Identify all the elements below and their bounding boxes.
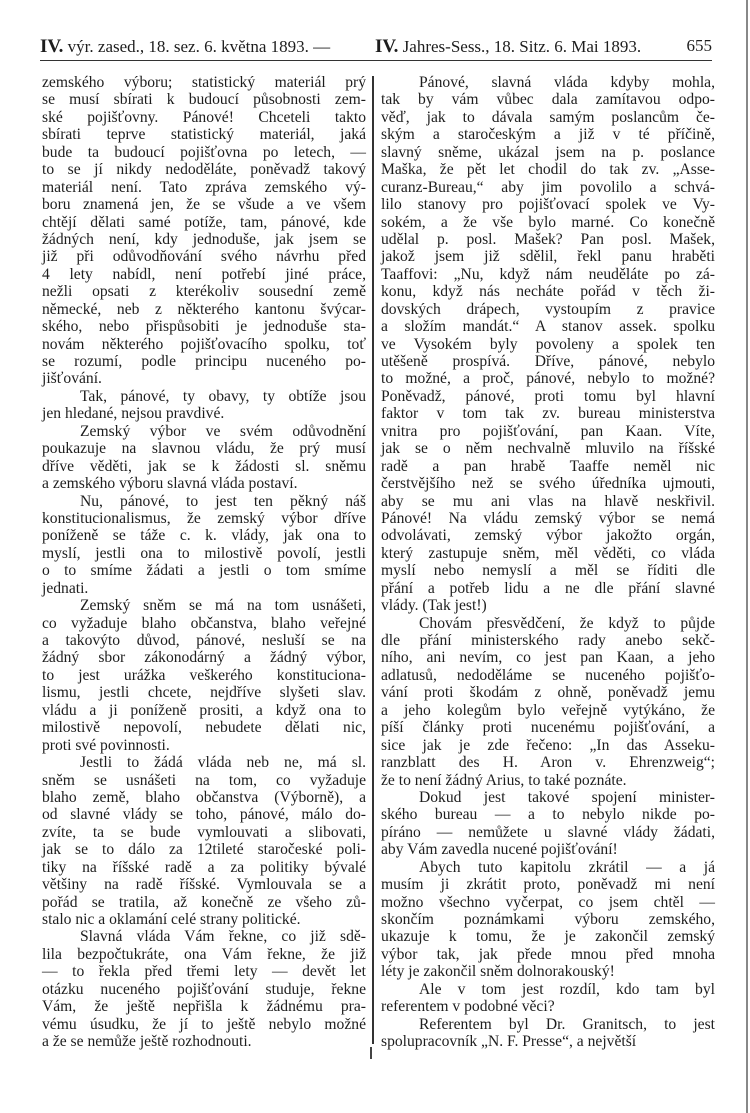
- text-line: a složím mandát.“ A stanov assek. spolku: [381, 318, 715, 336]
- text-line: Pánové, slavná vláda kdyby mohla,: [419, 74, 715, 91]
- text-line: konu, když nás necháte pořád v těch ži-: [381, 283, 715, 301]
- text-line: poníženě se táže c. k. vlády, jak ona to: [42, 527, 366, 545]
- paragraph: [381, 789, 715, 859]
- text-line: jak se to dálo za 12tileté staročeské poli-: [42, 841, 366, 859]
- text-line: lilo stanovy pro pojišťovací spolek ve Vy-: [381, 196, 715, 214]
- paragraph: [381, 1016, 715, 1051]
- text-line: ského bureau — a to nebylo nikde po-: [381, 806, 715, 824]
- text-line: jednati.: [42, 579, 89, 597]
- text-line: výbor tak, jak přede mnou před mnoha: [381, 945, 715, 963]
- text-line: žádný sbor zákonodárný a žádný výbor,: [42, 649, 366, 667]
- text-line: myslí nebo nemyslí a měl se říditi dle: [381, 562, 715, 580]
- text-line: Tak, pánové, ty obavy, ty obtíže jsou: [80, 387, 366, 405]
- text-line: sokém, a že vše bylo marné. Co konečně: [381, 213, 715, 231]
- text-line: a takovýto důvod, pánové, nesluší se na: [42, 632, 366, 649]
- page-number: 655: [686, 36, 712, 55]
- text-line: zvíte, ta se bude vymlouvati a slibovati,: [42, 823, 366, 841]
- running-header: [40, 34, 712, 61]
- text-line: ského, nebo přispůsobiti je jednoduše sta-: [42, 318, 366, 336]
- text-line: aby se mu ani vlas na hlavě neskřivil.: [381, 492, 715, 510]
- page-edge: [746, 0, 748, 1113]
- paragraph: [42, 754, 366, 928]
- text-line: pořád se tratila, až konečně ze všeho zů-: [42, 893, 366, 911]
- text-line: dle přání ministerského rady anebo sekč-: [381, 632, 715, 649]
- text-line: Slavná vláda Vám řekne, co již sdě-: [80, 928, 366, 946]
- paragraph: [381, 981, 715, 1016]
- paragraph: [42, 423, 366, 493]
- text-line: sněm se usnášeti na tom, co vyžaduje: [42, 771, 366, 789]
- text-column-right: [381, 74, 715, 1051]
- text-line: stalo nic a oklamání celé strany politické.: [42, 911, 301, 928]
- text-line: Zemský výbor ve svém odůvodnění: [80, 422, 366, 440]
- text-line: Referentem byl Dr. Granitsch, to jest: [419, 1015, 715, 1033]
- text-line: píráno — nemůžete u slavné vlády žádati,: [381, 823, 715, 841]
- text-line: ské pojišťovny. Pánové! Chceteli takto: [42, 108, 366, 126]
- text-line: co vyžaduje blaho občanstva, blaho veřejné: [42, 614, 366, 632]
- text-line: — to řekla před třemi lety — devět let: [42, 963, 366, 981]
- text-line: od slavné vlády se toho, pánové, málo do-: [42, 806, 366, 824]
- text-line: Poněvadž, pánové, proti tomu byl hlavní: [381, 387, 715, 405]
- text-line: který zastupuje sněm, měl věděti, co vláda: [381, 544, 715, 562]
- text-line: slavný sněme, ukázal jsem na p. poslance: [381, 143, 715, 161]
- text-line: ským a staročeským a již v té příčině,: [381, 126, 715, 144]
- text-line: Dokud jest takové spojení minister-: [419, 788, 715, 806]
- header-german: [375, 36, 641, 58]
- text-line: lismu, jestli chcete, nejdříve slyšeti slav.: [42, 684, 366, 702]
- text-line: to možné, a proč, pánové, nebylo to možné?: [381, 370, 715, 388]
- text-line: Pánové! Na vládu zemský výbor se nemá: [381, 509, 715, 527]
- text-line: ukazuje k tomu, že je zakončil zemský: [381, 928, 715, 946]
- text-line: curanz-Bureau,“ aby jim povolilo a schvá-: [381, 178, 715, 196]
- text-line: utěšeně prospívá. Dříve, pánové, nebylo: [381, 353, 715, 370]
- text-line: aby Vám zavedla nucené pojišťování!: [381, 841, 618, 859]
- column-divider-end-mark: [370, 1047, 372, 1059]
- text-line: blaho země, blaho občanstva (Výborně), a: [42, 788, 366, 806]
- text-line: sice jak je zde řečeno: „In das Asseku-: [381, 736, 715, 754]
- paragraph: [42, 493, 366, 598]
- text-line: vlády. (Tak jest!): [381, 597, 487, 615]
- paragraph: [42, 928, 366, 1050]
- paragraph: [381, 74, 715, 615]
- text-line: spolupracovník „N. F. Presse“, a největší: [381, 1033, 637, 1051]
- text-line: jakož jsem již sdělil, řekl panu hraběti: [381, 248, 715, 266]
- text-line: ranzblatt des H. Aron v. Ehrenzweig“;: [381, 754, 715, 772]
- text-line: skončím poznámkami výboru zemského,: [381, 911, 715, 928]
- text-line: to jest urážka veškerého konstituciona-: [42, 666, 366, 684]
- text-line: ve Vysokém byly povoleny a spolek ten: [381, 335, 715, 353]
- text-line: možno všechno vyčerpat, co jsem chtěl —: [381, 893, 715, 911]
- text-line: žádných není, kdy jednoduše, jak jsem se: [42, 230, 366, 248]
- text-line: lila bezpočtukráte, ona Vám řekne, že již: [42, 945, 366, 963]
- text-line: musím ji zkrátit proto, poněvadž mi není: [381, 876, 715, 894]
- text-line: Nu, pánové, to jest ten pěkný náš: [80, 492, 366, 510]
- text-line: tiky na říšské radě a za politiky bývalé: [42, 858, 366, 876]
- text-line: Zemský sněm se má na tom usnášeti,: [80, 597, 366, 615]
- paragraph: [381, 859, 715, 981]
- text-line: materiál není. Tato zpráva zemského vý-: [42, 178, 366, 196]
- text-line: referentem v podobné věci?: [381, 998, 555, 1016]
- text-line: konstitucionalismus, že zemský výbor dříve: [42, 509, 366, 527]
- text-line: bude ta budoucí pojišťovna po letech, —: [42, 143, 366, 161]
- text-line: o to smíme žádati a jestli o tom smíme: [42, 562, 366, 580]
- paragraph: [42, 597, 366, 754]
- text-line: ního, ani nevím, co jest pan Kaan, a jeho: [381, 649, 715, 667]
- text-line: jen hledané, nejsou pravdivé.: [42, 405, 225, 423]
- text-line: udělal p. posl. Mašek? Pan posl. Mašek,: [381, 230, 715, 248]
- text-line: milostivě nepovolí, nebudete dělati nic,: [42, 719, 366, 737]
- text-line: adlatusů, nedoděláme se nuceného pojišťo-: [381, 666, 715, 684]
- text-line: vládu a ji poníženě prositi, a když ona to: [42, 701, 366, 719]
- text-line: faktor v tom tak zv. bureau ministerstva: [381, 405, 715, 423]
- text-line: Jestli to žádá vláda neb ne, má sl.: [80, 754, 366, 772]
- text-line: čerstvějšího než se svého úředníka ujmouti,: [381, 475, 715, 493]
- text-line: nežli opsati z kterékoliv sousední země: [42, 283, 366, 301]
- text-line: proti své povinnosti.: [42, 736, 170, 754]
- paragraph: [42, 388, 366, 423]
- header-czech-text: výr. zased., 18. sez. 6. května 1893. —: [67, 37, 331, 56]
- text-line: zemského výboru; statistický materiál prý: [42, 74, 366, 91]
- text-line: vému úsudku, že jí to ještě nebylo možné: [42, 1015, 366, 1033]
- paragraph: [42, 74, 366, 388]
- text-line: německé, neb z některého kantonu švýcar-: [42, 300, 366, 318]
- text-line: myslí, jestli ona to milostivě povolí, jestli: [42, 544, 366, 562]
- header-german-roman: IV.: [375, 36, 399, 57]
- text-line: že to není žádný Arius, to také poznáte.: [381, 771, 627, 789]
- text-line: vání proti škodám z ohně, poněvadž jemu: [381, 684, 715, 702]
- text-line: to se jí nikdy nedoděláte, poněvadž takový: [42, 161, 366, 179]
- text-line: a zemského výboru slavná vláda postaví.: [42, 475, 298, 493]
- text-line: Abych tuto kapitolu zkrátil — a já: [419, 858, 715, 876]
- text-line: Vám, že ještě nepřišla k žádnému pra-: [42, 998, 366, 1016]
- text-line: 4 lety nabídl, není potřebí jiné práce,: [42, 265, 366, 283]
- header-czech-roman: IV.: [40, 36, 64, 57]
- text-line: léty je zakončil sněm dolnorakouský!: [381, 963, 615, 981]
- text-line: odvolávati, zemský výbor jakožto orgán,: [381, 527, 715, 545]
- text-line: dříve věděti, jak se k žádosti sl. sněmu: [42, 457, 366, 475]
- text-line: a jeho kolegům bylo veřejně vytýkáno, že: [381, 701, 715, 719]
- text-line: jišťování.: [42, 370, 102, 388]
- text-line: boru znamená jen, že se všude a ve všem: [42, 196, 366, 214]
- text-line: většiny na radě říšské. Vymlouvala se a: [42, 876, 366, 894]
- text-line: novám některého pojišťovacího spolku, toť: [42, 335, 366, 353]
- header-german-text: Jahres-Sess., 18. Sitz. 6. Mai 1893.: [402, 37, 642, 56]
- text-line: již při odůvodňování svého návrhu před: [42, 248, 366, 266]
- text-column-left: [42, 74, 366, 1051]
- text-line: Ale v tom jest rozdíl, kdo tam byl: [419, 980, 715, 998]
- text-line: píší články proti nucenému pojišťování, a: [381, 719, 715, 737]
- text-line: se rozumí, podle principu nuceného po-: [42, 353, 366, 370]
- paragraph: [381, 615, 715, 789]
- text-line: přání a potřeb lidu a ne dle přání slavné: [381, 579, 715, 597]
- text-line: Taaffovi: „Nu, když nám neuděláte po zá-: [381, 265, 715, 283]
- text-line: Chovám přesvědčení, že když to půjde: [419, 614, 715, 632]
- text-line: jak se o něm nechvalně mluvilo na říšské: [381, 440, 715, 458]
- text-line: Maška, že pět let chodil do tak zv. „Asse-: [381, 161, 715, 179]
- text-line: chtějí dělati samé potíže, tam, pánové, kde: [42, 213, 366, 231]
- text-line: radě a pan hrabě Taaffe neměl nic: [381, 457, 715, 475]
- text-line: věď, jak to dávala samým poslancům če-: [381, 108, 715, 126]
- text-line: otázku nuceného pojišťování studuje, řekne: [42, 980, 366, 998]
- text-line: sbírati teprve statistický materiál, jaká: [42, 126, 366, 144]
- header-czech: [40, 36, 330, 58]
- text-line: vnitra pro pojišťování, pan Kaan. Víte,: [381, 422, 715, 440]
- text-line: dovských drápech, vystoupím z pravice: [381, 300, 715, 318]
- text-line: tak by vám vůbec dala zamítavou odpo-: [381, 91, 715, 109]
- text-line: poukazuje na slavnou vládu, že prý musí: [42, 440, 366, 458]
- text-line: se musí sbírati k budoucí působnosti zem-: [42, 91, 366, 109]
- column-divider: [372, 76, 374, 1044]
- text-line: a že se nemůže ještě rozhodnouti.: [42, 1033, 252, 1051]
